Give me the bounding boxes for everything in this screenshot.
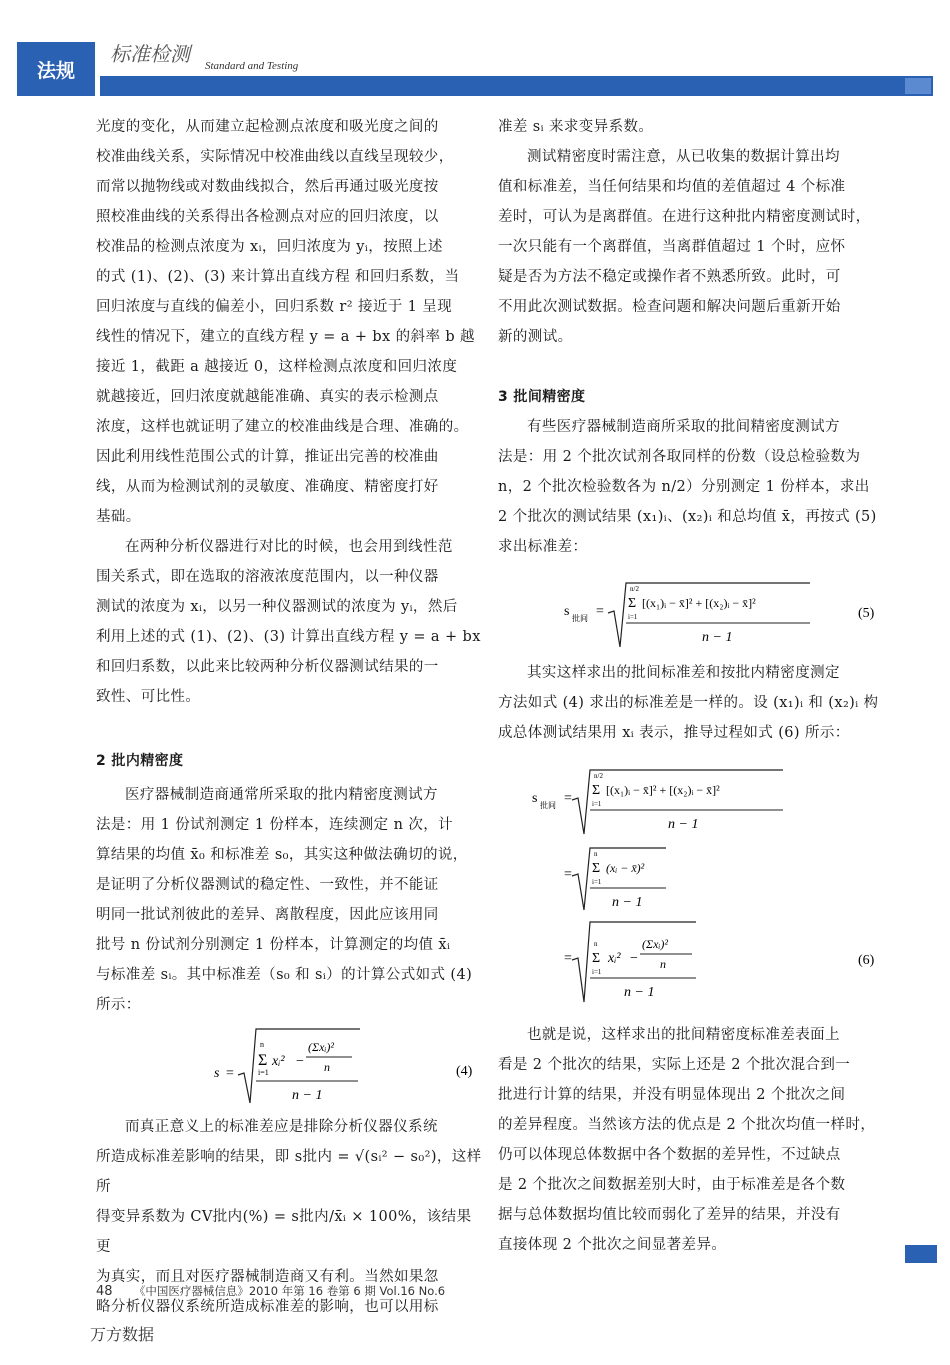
eq6-sub: 批间 (540, 801, 556, 810)
journal-subtitle: Standard and Testing (205, 60, 299, 72)
text-line: 看是 2 个批次的结果，实际上还是 2 个批次混合到一 (498, 1057, 851, 1073)
text-line: 值和标准差，当任何结果和均值的差值超过 4 个标准 (498, 179, 846, 195)
section-3-heading: 3 批间精密度 (498, 389, 586, 405)
eq6c-n: n (660, 957, 666, 971)
text-line: 直接体现 2 个批次之间显著差异。 (498, 1237, 727, 1253)
text-line: 线性的情况下，建立的直线方程 y = a + bx 的斜率 b 越 (96, 329, 475, 345)
text-line: 测试的浓度为 xᵢ，以另一种仪器测试的浓度为 yᵢ，然后 (96, 599, 458, 615)
eq5-s: s (564, 604, 570, 619)
text-line: 围关系式，即在选取的溶液浓度范围内，以一种仪器 (96, 569, 439, 585)
text-line: 差时，可认为是离群值。在进行这种批内精密度测试时， (498, 209, 871, 225)
text-line: 测试精密度时需注意，从已收集的数据计算出均 (527, 149, 840, 165)
text-line: n，2 个批次检验数各为 n/2）分别测定 1 份样本，求出 (498, 479, 870, 495)
eq6b-numer: (xᵢ − x̄)² (606, 861, 645, 875)
text-line: 校准曲线关系，实际情况中校准曲线以直线呈现较少， (96, 149, 454, 165)
equation-4-svg (210, 1025, 490, 1110)
eq5-sum-lower: i=1 (628, 613, 638, 621)
left-para-1 (96, 112, 482, 532)
text-line: 批进行计算的结果，并没有明显体现出 2 个批次之间 (498, 1087, 846, 1103)
equation-5 (560, 575, 890, 655)
header-bar-accent (905, 78, 931, 94)
text-line: 是 2 个批次之间数据差别大时，由于标准差是各个数 (498, 1177, 846, 1193)
text-line: 医疗器械制造商通常所采取的批内精密度测试方 (125, 787, 438, 803)
text-line: 的式 (1)、(2)、(3) 来计算出直线方程 和回归系数，当 (96, 269, 460, 285)
text-line: 方法如式 (4) 求出的标准差是一样的。设 (x₁)ᵢ 和 (x₂)ᵢ 构 (498, 695, 879, 711)
page-number: 48 (96, 1284, 113, 1299)
text-line: 仍可以体现总体数据中各个数据的差异性，不过缺点 (498, 1147, 841, 1163)
svg-text:−: − (630, 951, 638, 966)
svg-text:Σ: Σ (258, 1052, 268, 1069)
text-line: 基础。 (96, 509, 141, 525)
svg-text:Σ: Σ (592, 951, 601, 966)
right-column (498, 112, 888, 562)
text-line: 致性、可比性。 (96, 689, 201, 705)
text-line: 就越接近，回归浓度就越能准确、真实的表示检测点 (96, 389, 439, 405)
eq6c-denom: n − 1 (624, 985, 655, 1000)
section-2-heading: 2 批内精密度 (96, 753, 184, 769)
journal-title: 标准检测 (110, 42, 190, 66)
eq6-number: (6) (858, 953, 875, 968)
text-line: 浓度，这样也就证明了建立的校准曲线是合理、准确的。 (96, 419, 469, 435)
svg-text:=: = (564, 867, 572, 882)
text-line: 所造成标准差影响的结果，即 s批内 = √(sᵢ² − s₀²)，这样所 (96, 1149, 482, 1195)
left-column (96, 112, 482, 1020)
text-line: 而常以抛物线或对数曲线拟合，然后再通过吸光度按 (96, 179, 439, 195)
eq6a-denom: n − 1 (668, 817, 699, 832)
eq4-sum-upper: n (260, 1040, 264, 1049)
right-column-mid (498, 658, 888, 748)
left-para-2 (96, 532, 482, 712)
text-line: 利用上述的式 (1)、(2)、(3) 计算出直线方程 y = a + bx (96, 629, 481, 645)
eq6c-sum-upper: n (594, 940, 598, 948)
text-line: 明同一批试剂彼此的差异、离散程度，因此应该用同 (96, 907, 439, 923)
svg-text:−: − (296, 1054, 304, 1069)
svg-text:Σ: Σ (592, 861, 601, 876)
text-line: 新的测试。 (498, 329, 573, 345)
text-line: 为真实，而且对医疗器械制造商又有利。当然如果忽 (96, 1269, 439, 1285)
eq5-denom: n − 1 (702, 630, 733, 645)
text-line: 准差 sᵢ 来求变异系数。 (498, 119, 654, 135)
text-line: 与标准差 sᵢ。其中标准差（s₀ 和 sᵢ）的计算公式如式 (4) (96, 967, 473, 983)
eq4-number: (4) (456, 1064, 473, 1079)
right-edge-tab (905, 1245, 937, 1263)
text-line: 有些医疗器械制造商所采取的批间精密度测试方 (527, 419, 840, 435)
text-line: 也就是说，这样求出的批间精密度标准差表面上 (527, 1027, 840, 1043)
text-line: 在两种分析仪器进行对比的时候，也会用到线性范 (125, 539, 453, 555)
text-line: 回归浓度与直线的偏差小，回归系数 r² 接近于 1 呈现 (96, 299, 453, 315)
text-line: 而真正意义上的标准差应是排除分析仪器仪系统 (125, 1119, 438, 1135)
eq6-s: s (532, 791, 538, 806)
text-line: 因此利用线性范围公式的计算，推证出完善的校准曲 (96, 449, 439, 465)
svg-text:=: = (226, 1066, 234, 1081)
left-para-3 (96, 780, 482, 1020)
text-line: 疑是否为方法不稳定或操作者不熟悉所致。此时，可 (498, 269, 841, 285)
eq6a-numer: [(x₁)ᵢ − x̄]² + [(x₂)ᵢ − x̄]² (606, 783, 720, 797)
eq5-numer: [(x₁)ᵢ − x̄]² + [(x₂)ᵢ − x̄]² (642, 596, 756, 610)
header-bar (100, 76, 933, 96)
right-para-2 (498, 142, 888, 352)
equation-5-svg (560, 575, 890, 655)
text-line: 略分析仪器仪系统所造成标准差的影响，也可以用标 (96, 1299, 439, 1315)
eq5-sub: 批间 (572, 614, 588, 623)
eq6b-sum-lower: i=1 (592, 878, 602, 886)
right-para-3 (498, 412, 888, 562)
eq6c-sum-lower: i=1 (592, 968, 602, 976)
right-column-bottom (498, 1020, 888, 1260)
right-para-1 (498, 112, 888, 142)
text-line: 批号 n 份试剂分别测定 1 份样本，计算测定的均值 x̄ᵢ (96, 937, 451, 953)
equation-6-svg (528, 762, 888, 1012)
text-line: 其实这样求出的批间标准差和按批内精密度测定 (527, 665, 840, 681)
eq5-sum-upper: n/2 (630, 585, 639, 593)
text-line: 求出标准差： (498, 539, 588, 555)
svg-text:=: = (564, 951, 572, 966)
text-line: 法是：用 1 份试剂测定 1 份样本，连续测定 n 次，计 (96, 817, 454, 833)
eq6c-term1: xᵢ² (608, 951, 621, 966)
text-line: 成总体测试结果用 xᵢ 表示，推导过程如式 (6) 所示： (498, 725, 850, 741)
text-line: 所示： (96, 997, 141, 1013)
text-line: 照校准曲线的关系得出各检测点对应的回归浓度，以 (96, 209, 439, 225)
text-line: 不用此次测试数据。检查问题和解决问题后重新开始 (498, 299, 841, 315)
watermark: 万方数据 (90, 1325, 155, 1344)
eq5-number: (5) (858, 606, 875, 621)
equation-6 (528, 762, 888, 1012)
text-line: 算结果的均值 x̄₀ 和标准差 s₀，其实这种做法确切的说， (96, 847, 468, 863)
right-para-5 (498, 1020, 888, 1260)
eq4-sum-lower: i=1 (258, 1068, 269, 1077)
svg-text:=: = (564, 791, 572, 806)
eq4-n: n (324, 1060, 330, 1074)
text-line: 法是：用 2 个批次试剂各取同样的份数（设总检验数为 (498, 449, 861, 465)
section-tag: 法规 (17, 42, 95, 96)
text-line: 一次只能有一个离群值，当离群值超过 1 个时，应怀 (498, 239, 846, 255)
text-line: 接近 1，截距 a 越接近 0，这样检测点浓度和回归浓度 (96, 359, 458, 375)
text-line: 线，从而为检测试剂的灵敏度、准确度、精密度打好 (96, 479, 439, 495)
eq4-term2: (Σxᵢ)² (308, 1040, 334, 1054)
eq6a-sum-lower: i=1 (592, 800, 602, 808)
eq6b-sum-upper: n (594, 850, 598, 858)
text-line: 2 个批次的测试结果 (x₁)ᵢ、(x₂)ᵢ 和总均值 x̄，再按式 (5) (498, 509, 877, 525)
text-line: 校准品的检测点浓度为 xᵢ，回归浓度为 yᵢ，按照上述 (96, 239, 443, 255)
footer (96, 1283, 445, 1299)
text-line: 和回归系数，以此来比较两种分析仪器测试结果的一 (96, 659, 439, 675)
text-line: 的差异程度。当然该方法的优点是 2 个批次均值一样时， (498, 1117, 876, 1133)
right-para-4 (498, 658, 888, 748)
svg-text:=: = (596, 604, 604, 619)
eq6c-term2: (Σxᵢ)² (642, 937, 668, 951)
text-line: 得变异系数为 CV批内(%) = s批内/x̄ᵢ × 100%，该结果更 (96, 1209, 472, 1255)
eq4-s: s (214, 1066, 220, 1081)
svg-text:Σ: Σ (592, 783, 601, 798)
eq4-denom: n − 1 (292, 1088, 323, 1103)
text-line: 据与总体数据均值比较而弱化了差异的结果，并没有 (498, 1207, 841, 1223)
equation-4 (210, 1025, 490, 1110)
journal-info: 《中国医疗器械信息》2010 年第 16 卷第 6 期 Vol.16 No.6 (133, 1284, 446, 1298)
eq6a-sum-upper: n/2 (594, 772, 603, 780)
eq6b-denom: n − 1 (612, 895, 643, 910)
svg-text:Σ: Σ (628, 596, 637, 611)
text-line: 光度的变化，从而建立起检测点浓度和吸光度之间的 (96, 119, 439, 135)
eq4-term1: xᵢ² (272, 1054, 285, 1069)
text-line: 是证明了分析仪器测试的稳定性、一致性，并不能证 (96, 877, 439, 893)
